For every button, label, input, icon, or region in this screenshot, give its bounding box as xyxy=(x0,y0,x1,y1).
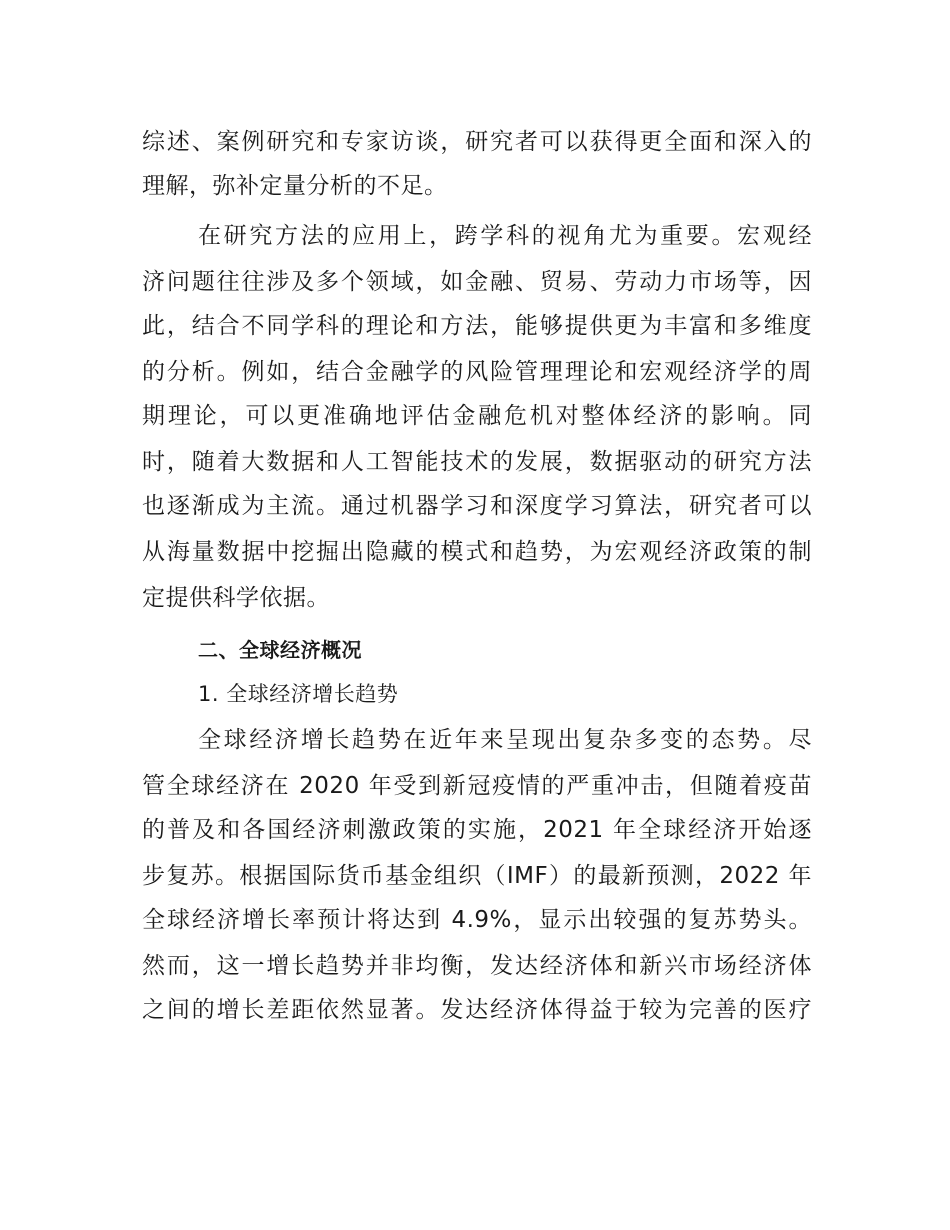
paragraph-3-line-5: 全球经济增长率预计将达到 4.9%，显示出较强的复苏势头。 xyxy=(142,907,812,933)
paragraph-3-line-4: 步复苏。根据国际货币基金组织（IMF）的最新预测，2022 年 xyxy=(142,863,812,889)
paragraph-3-line-3: 的普及和各国经济刺激政策的实施，2021 年全球经济开始逐 xyxy=(142,817,812,843)
paragraph-2-line-5: 期理论，可以更准确地评估金融危机对整体经济的影响。同 xyxy=(142,403,812,429)
paragraph-2-line-8: 从海量数据中挖掘出隐藏的模式和趋势，为宏观经济政策的制 xyxy=(142,539,812,565)
subsection-heading: 1. 全球经济增长趋势 xyxy=(198,682,399,706)
paragraph-2-line-2: 济问题往往涉及多个领域，如金融、贸易、劳动力市场等，因 xyxy=(142,269,812,295)
paragraph-3-line-6: 然而，这一增长趋势并非均衡，发达经济体和新兴市场经济体 xyxy=(142,953,812,979)
paragraph-1-line-2: 理解，弥补定量分析的不足。 xyxy=(142,173,448,199)
paragraph-2-line-6: 时，随着大数据和人工智能技术的发展，数据驱动的研究方法 xyxy=(142,449,812,475)
paragraph-2-line-1: 在研究方法的应用上，跨学科的视角尤为重要。宏观经 xyxy=(198,223,812,249)
paragraph-2-line-4: 的分析。例如，结合金融学的风险管理理论和宏观经济学的周 xyxy=(142,359,812,385)
section-heading: 二、全球经济概况 xyxy=(198,638,362,662)
paragraph-3-line-2: 管全球经济在 2020 年受到新冠疫情的严重冲击，但随着疫苗 xyxy=(142,773,812,799)
paragraph-3-line-1: 全球经济增长趋势在近年来呈现出复杂多变的态势。尽 xyxy=(198,727,812,753)
paragraph-2-line-7: 也逐渐成为主流。通过机器学习和深度学习算法，研究者可以 xyxy=(142,493,812,519)
paragraph-1-line-1: 综述、案例研究和专家访谈，研究者可以获得更全面和深入的 xyxy=(142,129,812,155)
paragraph-2-line-3: 此，结合不同学科的理论和方法，能够提供更为丰富和多维度 xyxy=(142,313,812,339)
paragraph-2-line-9: 定提供科学依据。 xyxy=(142,585,330,611)
paragraph-3-line-7: 之间的增长差距依然显著。发达经济体得益于较为完善的医疗 xyxy=(142,997,812,1023)
